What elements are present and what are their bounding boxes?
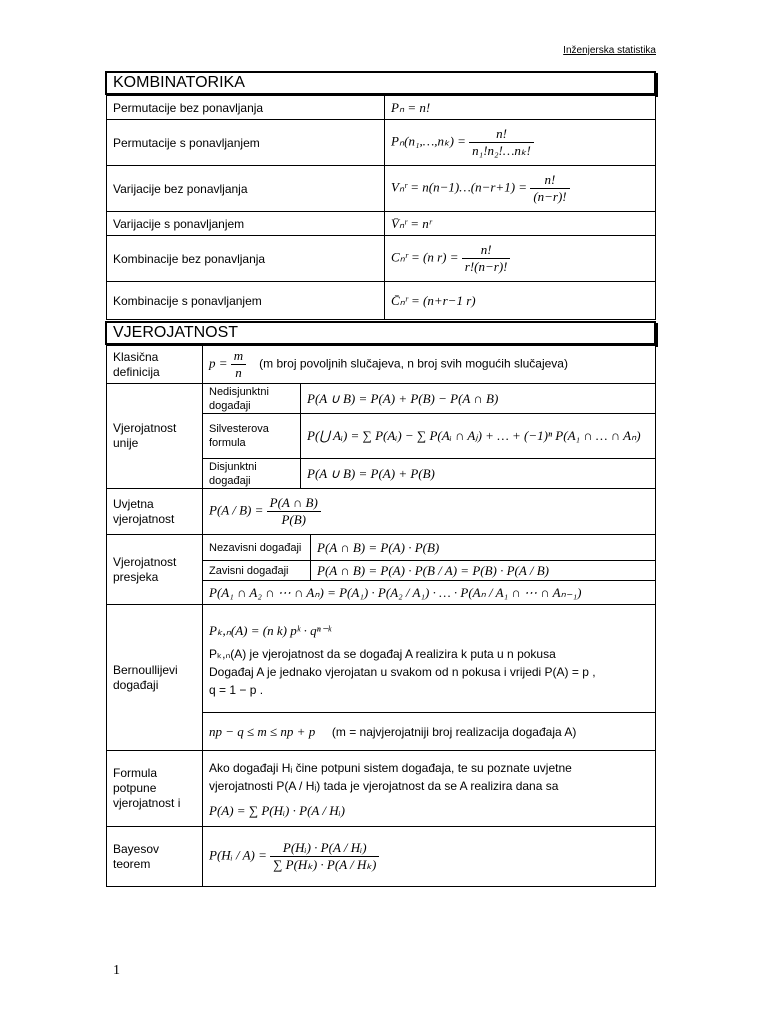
formula bbox=[203, 346, 656, 384]
row-label: Vjerojatnost presjeka bbox=[107, 535, 203, 605]
formula-lhs: p = bbox=[209, 355, 228, 371]
table-row bbox=[107, 605, 656, 713]
formula-lhs: P(A / B) = bbox=[209, 502, 264, 518]
table-row bbox=[107, 489, 656, 535]
section-title-kombinatorika: KOMBINATORIKA bbox=[105, 71, 656, 95]
fraction bbox=[462, 242, 511, 275]
formula-lhs: Cₙʳ = (n r) = bbox=[391, 249, 459, 265]
row-label: Permutacije s ponavljanjem bbox=[107, 120, 385, 166]
row-label: Klasična definicija bbox=[107, 346, 203, 384]
formula: np − q ≤ m ≤ np + p bbox=[209, 723, 316, 739]
formula-lhs: Pₙ(n₁,…,nₖ) = bbox=[391, 133, 466, 149]
table-row bbox=[107, 120, 656, 166]
formula: P(A) = ∑ P(Hᵢ) · P(A / Hᵢ) bbox=[209, 802, 345, 818]
fraction bbox=[270, 840, 379, 873]
fraction bbox=[267, 495, 321, 528]
fraction-denominator: P(B) bbox=[281, 512, 306, 527]
formula: P(A₁ ∩ A₂ ∩ ⋯ ∩ Aₙ) = P(A₁) · P(A₂ / A₁) · … · P(Aₙ / A₁ ∩ ⋯ ∩ Aₙ₋₁) bbox=[203, 581, 656, 605]
formula bbox=[385, 120, 656, 166]
formula bbox=[385, 166, 656, 212]
table-row bbox=[107, 535, 656, 561]
page-number: 1 bbox=[113, 963, 120, 978]
fraction-denominator: (n−r)! bbox=[533, 189, 567, 204]
formula: P(A ∩ B) = P(A) · P(B / A) = P(B) · P(A / B) bbox=[311, 561, 656, 581]
paragraph: Događaj A je jednako vjerojatan u svakom od n pokusa i vrijedi P(A) = p , bbox=[209, 664, 596, 679]
formula-lhs: Vₙʳ = n(n−1)…(n−r+1) = bbox=[391, 179, 528, 195]
formula: Pₖ,ₙ(A) = (n k) pᵏ · qⁿ⁻ᵏ bbox=[209, 622, 332, 638]
section-title-vjerojatnost: VJEROJATNOST bbox=[105, 321, 656, 345]
formula bbox=[385, 236, 656, 282]
table-row bbox=[107, 827, 656, 887]
row-label: Varijacije s ponavljanjem bbox=[107, 212, 385, 236]
sub-label: Zavisni događaji bbox=[203, 561, 311, 581]
formula: P(A ∪ B) = P(A) + P(B) bbox=[301, 459, 656, 489]
kombinatorika-table bbox=[106, 95, 656, 320]
formula: P(A ∪ B) = P(A) + P(B) − P(A ∩ B) bbox=[301, 384, 656, 414]
sub-label: Silvesterova formula bbox=[203, 414, 301, 459]
title-shadow bbox=[656, 73, 658, 97]
row-label: Varijacije bez ponavljanja bbox=[107, 166, 385, 212]
formula: C̄ₙʳ = (n+r−1 r) bbox=[385, 282, 656, 320]
row-label: Kombinacije s ponavljanjem bbox=[107, 282, 385, 320]
sub-label: Nezavisni događaji bbox=[203, 535, 311, 561]
formula-lhs: P(Hᵢ / A) = bbox=[209, 847, 267, 863]
formula: Pₙ = n! bbox=[385, 96, 656, 120]
sub-label: Nedisjunktni događaji bbox=[203, 384, 301, 414]
paragraph: Pₖ,ₙ(A) je vjerojatnost da se događaj A realizira k puta u n pokusa bbox=[209, 646, 556, 661]
fraction-numerator: n! bbox=[469, 126, 534, 143]
formula: P(⋃ Aᵢ) = ∑ P(Aᵢ) − ∑ P(Aᵢ ∩ Aⱼ) + … + (−1)ⁿ P(A₁ ∩ … ∩ Aₙ) bbox=[301, 414, 656, 459]
table-row bbox=[107, 346, 656, 384]
row-label: Permutacije bez ponavljanja bbox=[107, 96, 385, 120]
formula-note: (m = najvjerojatniji broj realizacija događaja A) bbox=[331, 724, 577, 739]
fraction-numerator: P(Hᵢ) · P(A / Hᵢ) bbox=[270, 840, 379, 857]
document-header-title: Inženjerska statistika bbox=[563, 45, 656, 56]
table-row bbox=[107, 96, 656, 120]
paragraph: Ako događaji Hᵢ čine potpuni sistem događaja, te su poznate uvjetne bbox=[209, 760, 572, 775]
paragraph: q = 1 − p . bbox=[209, 682, 264, 697]
formula: P(A ∩ B) = P(A) · P(B) bbox=[311, 535, 656, 561]
fraction-denominator: n₁!n₂!…nₖ! bbox=[472, 143, 531, 158]
bernoulli-content bbox=[203, 605, 656, 713]
fraction-denominator: r!(n−r)! bbox=[464, 259, 508, 274]
fraction-numerator: m bbox=[231, 348, 246, 365]
table-row bbox=[107, 282, 656, 320]
vjerojatnost-table bbox=[106, 345, 656, 887]
fraction bbox=[469, 126, 534, 159]
potpuna-content bbox=[203, 751, 656, 827]
fraction bbox=[231, 348, 246, 381]
fraction-numerator: n! bbox=[462, 242, 511, 259]
sub-label: Disjunktni događaji bbox=[203, 459, 301, 489]
table-row bbox=[107, 212, 656, 236]
row-label: Vjerojatnost unije bbox=[107, 384, 203, 489]
table-row bbox=[107, 166, 656, 212]
fraction-numerator: n! bbox=[530, 172, 569, 189]
formula: V̄ₙʳ = nʳ bbox=[385, 212, 656, 236]
fraction bbox=[530, 172, 569, 205]
row-label: Formula potpune vjerojatnost i bbox=[107, 751, 203, 827]
row-label: Kombinacije bez ponavljanja bbox=[107, 236, 385, 282]
formula-note: (m broj povoljnih slučajeva, n broj svih mogućih slučajeva) bbox=[259, 356, 568, 371]
bernoulli-mode bbox=[203, 713, 656, 751]
row-label: Bayesov teorem bbox=[107, 827, 203, 887]
table-row bbox=[107, 384, 656, 414]
formula bbox=[203, 489, 656, 535]
paragraph: vjerojatnosti P(A / Hᵢ) tada je vjerojatnost da se A realizira dana sa bbox=[209, 778, 559, 793]
row-label: Bernoullijevi događaji bbox=[107, 605, 203, 751]
table-row bbox=[107, 751, 656, 827]
title-shadow bbox=[656, 323, 658, 347]
fraction-denominator: ∑ P(Hₖ) · P(A / Hₖ) bbox=[273, 857, 377, 872]
row-label: Uvjetna vjerojatnost bbox=[107, 489, 203, 535]
fraction-numerator: P(A ∩ B) bbox=[267, 495, 321, 512]
table-row bbox=[107, 236, 656, 282]
formula bbox=[203, 827, 656, 887]
fraction-denominator: n bbox=[235, 365, 242, 380]
